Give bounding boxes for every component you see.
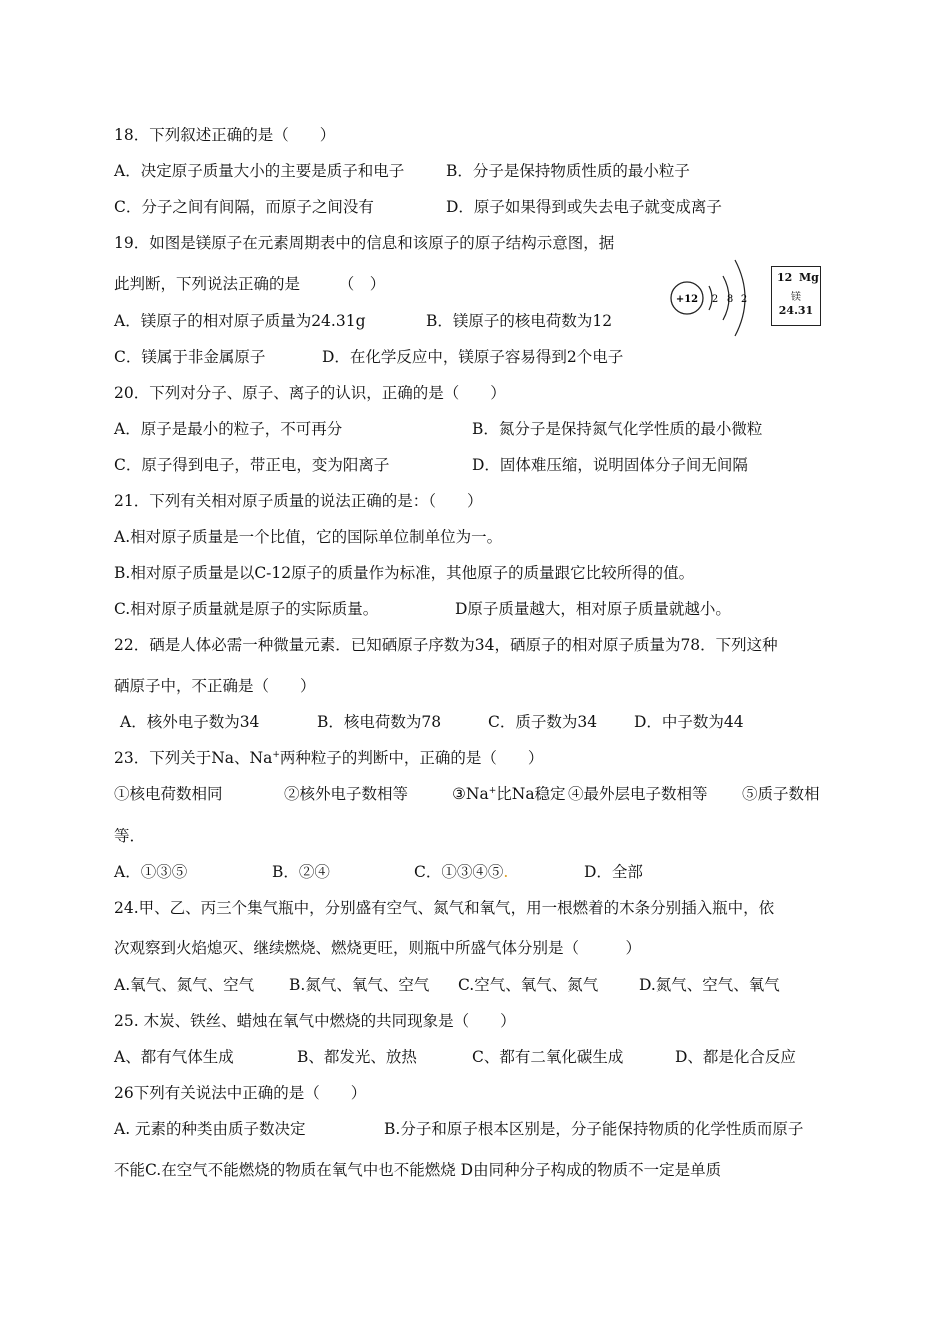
question-18-stem: 18．下列叙述正确的是（ ）: [114, 126, 336, 144]
question-23-statement-5-cont: 等．: [114, 827, 146, 845]
atomic-mass: 24.31: [778, 304, 814, 317]
option-c: C．质子数为34: [488, 713, 598, 731]
question-23-stem: 23．下列关于Na、Na+两种粒子的判断中，正确的是（ ）: [114, 749, 544, 767]
option-b: B、都发光、放热: [297, 1048, 417, 1066]
option-c: C.空气、氧气、氮气: [458, 976, 599, 994]
option-d: D.氮气、空气、氧气: [639, 976, 780, 994]
option-b: B．氮分子是保持氮气化学性质的最小微粒: [472, 420, 763, 438]
atomic-number: 12: [777, 271, 793, 284]
option-c: C．①③④⑤.: [414, 863, 509, 881]
question-21-stem: 21．下列有关相对原子质量的说法正确的是：（ ）: [114, 492, 483, 510]
statement-5: ⑤质子数相: [742, 785, 820, 803]
option-c: C．镁属于非金属原子: [114, 348, 266, 366]
option-a: A．决定原子质量大小的主要是质子和电子: [114, 162, 405, 180]
option-c: C．原子得到电子，带正电，变为阳离子: [114, 456, 390, 474]
option-d: D、都是化合反应: [675, 1048, 796, 1066]
option-a: A. 元素的种类由质子数决定: [114, 1120, 306, 1138]
question-24-stem-line1: 24.甲、乙、丙三个集气瓶中，分别盛有空气、氮气和氧气，用一根燃着的木条分别插入瓶中，依: [114, 899, 775, 917]
magnesium-atom-structure-diagram: [665, 258, 775, 342]
question-22-stem-line1: 22．硒是人体必需一种微量元素．已知硒原子序数为34，硒原子的相对原子质量为78．下列这种: [114, 636, 778, 654]
question-19-stem-line1: 19．如图是镁原子在元素周期表中的信息和该原子的原子结构示意图，据: [114, 234, 615, 252]
question-21-option-b: B.相对原子质量是以C-12原子的质量作为标准，其他原子的质量跟它比较所得的值。: [114, 564, 695, 582]
option-d: D．固体难压缩，说明固体分子间无间隔: [472, 456, 748, 474]
question-26-stem: 26下列有关说法中正确的是（ ）: [114, 1084, 367, 1102]
option-b: B．②④: [272, 863, 330, 881]
shell-3-electrons: 2: [740, 294, 748, 305]
option-a: A．①③⑤: [114, 863, 188, 881]
option-b: B．核电荷数为78: [317, 713, 442, 731]
statement-3: ③Na+比Na稳定: [452, 785, 566, 803]
option-a: A、都有气体生成: [114, 1048, 234, 1066]
statement-4: ④最外层电子数相等: [568, 785, 708, 803]
nucleus-charge-label: +12: [675, 294, 699, 305]
option-d: D原子质量越大，相对原子质量就越小。: [455, 600, 731, 618]
statement-1: ①核电荷数相同: [114, 785, 223, 803]
question-21-option-a: A.相对原子质量是一个比值，它的国际单位制单位为一。: [114, 528, 503, 546]
option-a: A.氧气、氮气、空气: [114, 976, 255, 994]
option-d: D．在化学反应中，镁原子容易得到2个电子: [322, 348, 624, 366]
option-d: D．原子如果得到或失去电子就变成离子: [446, 198, 722, 216]
option-b: B.氮气、氧气、空气: [289, 976, 430, 994]
option-b: B．分子是保持物质性质的最小粒子: [446, 162, 690, 180]
question-25-stem: 25. 木炭、铁丝、蜡烛在氧气中燃烧的共同现象是（ ）: [114, 1012, 516, 1030]
shell-1-electrons: 2: [711, 294, 719, 305]
option-c: C、都有二氧化碳生成: [472, 1048, 624, 1066]
element-name: 镁: [791, 292, 801, 303]
question-24-stem-line2: 次观察到火焰熄灭、继续燃烧、燃烧更旺，则瓶中所盛气体分别是（ ）: [114, 939, 642, 957]
element-symbol: Mg: [799, 271, 819, 284]
statement-2: ②核外电子数相等: [284, 785, 409, 803]
option-a: A．原子是最小的粒子，不可再分: [114, 420, 343, 438]
option-c: C.相对原子质量就是原子的实际质量。: [114, 600, 379, 618]
option-d: D．中子数为44: [634, 713, 744, 731]
shell-2-electrons: 8: [726, 294, 734, 305]
question-26-options-row2: 不能C.在空气不能燃烧的物质在氧气中也不能燃烧 D由同种分子构成的物质不一定是单质: [114, 1161, 722, 1179]
question-20-stem: 20．下列对分子、原子、离子的认识，正确的是（ ）: [114, 384, 506, 402]
option-c: C．分子之间有间隔，而原子之间没有: [114, 198, 374, 216]
periodic-table-cell-magnesium: [771, 266, 821, 326]
option-d: D．全部: [584, 863, 643, 881]
question-19-stem-line2: 此判断，下列说法正确的是 （ ）: [114, 275, 386, 293]
option-a: A．核外电子数为34: [120, 713, 260, 731]
option-b: B.分子和原子根本区别是，分子能保持物质的化学性质而原子: [384, 1120, 804, 1138]
option-a: A．镁原子的相对原子质量为24.31g: [114, 312, 366, 330]
option-b: B．镁原子的核电荷数为12: [426, 312, 613, 330]
question-22-stem-line2: 硒原子中，不正确是（ ）: [114, 677, 316, 695]
